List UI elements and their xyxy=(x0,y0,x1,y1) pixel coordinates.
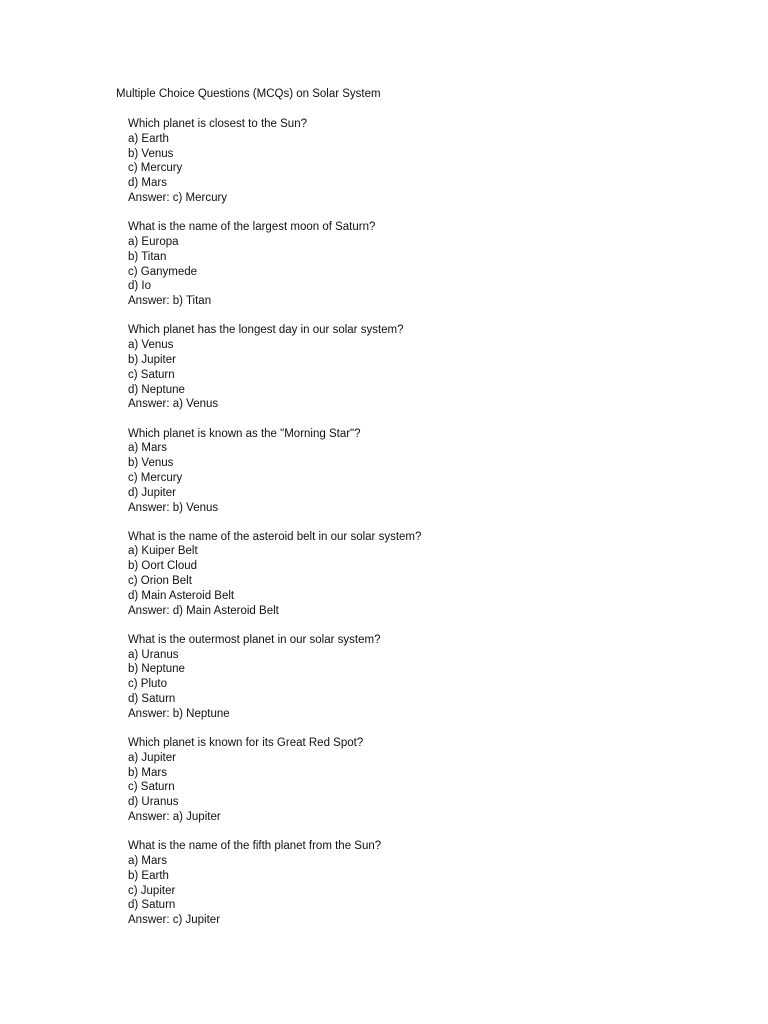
answer-option: a) Mars xyxy=(128,855,167,867)
answer-option: b) Venus xyxy=(128,457,174,470)
correct-answer: Answer: b) Titan xyxy=(128,295,212,308)
answer-option: b) Earth xyxy=(128,869,169,882)
question-text: What is the name of the asteroid belt in our solar system? xyxy=(128,530,422,543)
answer-option: d) Io xyxy=(128,280,152,293)
answer-option: d) Neptune xyxy=(128,383,185,396)
correct-answer: Answer: c) Mercury xyxy=(128,191,228,204)
answer-option: a) Mars xyxy=(128,442,167,455)
correct-answer: Answer: a) Jupiter xyxy=(128,811,221,824)
question-text: What is the name of the largest moon of Saturn? xyxy=(128,221,376,234)
answer-option: c) Mercury xyxy=(128,471,183,484)
document-title: Multiple Choice Questions (MCQs) on Solar System xyxy=(116,88,381,100)
question-block xyxy=(128,427,728,516)
answer-option: b) Venus xyxy=(128,147,174,160)
answer-option: b) Mars xyxy=(128,766,167,779)
correct-answer: Answer: a) Venus xyxy=(128,398,219,411)
question-list xyxy=(128,117,728,942)
answer-option: c) Saturn xyxy=(128,368,175,381)
answer-option: c) Ganymede xyxy=(128,265,198,278)
answer-option: d) Saturn xyxy=(128,693,176,706)
question-text: Which planet is known as the "Morning Star"? xyxy=(128,427,361,440)
answer-option: d) Jupiter xyxy=(128,486,176,499)
question-text: What is the outermost planet in our solar system? xyxy=(128,633,381,646)
question-block xyxy=(128,117,728,206)
question-block xyxy=(128,220,728,309)
answer-option: c) Mercury xyxy=(128,162,183,175)
answer-option: a) Kuiper Belt xyxy=(128,545,198,558)
answer-option: a) Earth xyxy=(128,132,169,145)
answer-option: d) Main Asteroid Belt xyxy=(128,589,235,602)
answer-option: c) Saturn xyxy=(128,781,175,794)
question-block xyxy=(128,323,728,412)
answer-option: a) Uranus xyxy=(128,648,179,661)
correct-answer: Answer: b) Venus xyxy=(128,501,219,514)
question-text: What is the name of the fifth planet from the Sun? xyxy=(128,840,382,853)
question-text: Which planet is known for its Great Red Spot? xyxy=(128,737,364,750)
answer-option: c) Pluto xyxy=(128,678,167,691)
answer-option: a) Europa xyxy=(128,235,179,248)
correct-answer: Answer: b) Neptune xyxy=(128,707,230,720)
question-block xyxy=(128,736,728,825)
answer-option: b) Titan xyxy=(128,250,167,263)
correct-answer: Answer: d) Main Asteroid Belt xyxy=(128,604,279,617)
answer-option: c) Jupiter xyxy=(128,884,176,897)
answer-option: b) Oort Cloud xyxy=(128,560,198,573)
answer-option: a) Jupiter xyxy=(128,751,176,764)
answer-option: b) Jupiter xyxy=(128,353,176,366)
answer-option: d) Uranus xyxy=(128,796,179,809)
question-text: Which planet is closest to the Sun? xyxy=(128,118,307,130)
question-block xyxy=(128,530,728,619)
question-text: Which planet has the longest day in our solar system? xyxy=(128,324,404,337)
answer-option: a) Venus xyxy=(128,339,174,352)
correct-answer: Answer: c) Jupiter xyxy=(128,914,221,927)
answer-option: c) Orion Belt xyxy=(128,575,192,588)
answer-option: d) Mars xyxy=(128,177,167,190)
answer-option: b) Neptune xyxy=(128,663,185,676)
question-block xyxy=(128,839,728,928)
question-block xyxy=(128,633,728,722)
answer-option: d) Saturn xyxy=(128,899,176,912)
